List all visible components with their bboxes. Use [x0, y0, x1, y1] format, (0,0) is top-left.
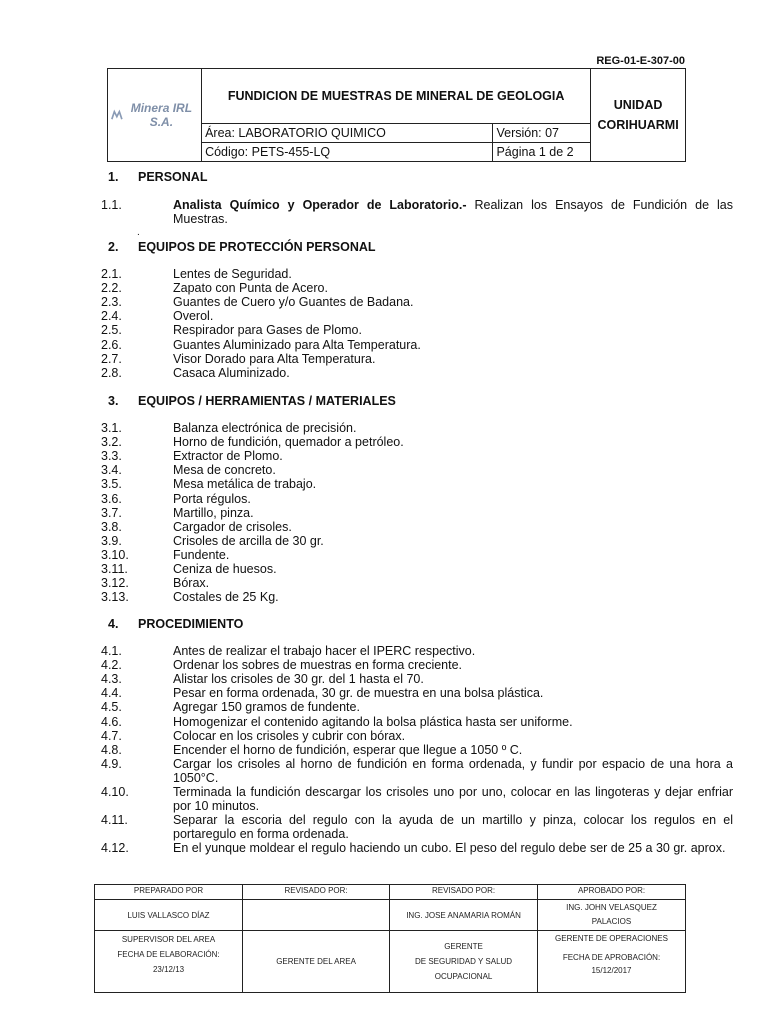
code-field: Código: PETS-455-LQ [202, 143, 493, 162]
list-item: 2.2. Zapato con Punta de Acero. [101, 281, 328, 296]
list-item: 3.11. Ceniza de huesos. [101, 562, 277, 576]
reviewed-name-2: ING. JOSE ANAMARIA ROMÁN [390, 900, 538, 931]
list-item: 4.11. Separar la escoria del regulo con la ayuda de un martillo y pinza, colocar los regulos en el portaregulo en forma ordenada. [101, 813, 733, 842]
header-table [107, 68, 686, 162]
list-item: 2.4. Overol. [101, 309, 214, 324]
logo-text: Minera IRL S.A. [130, 101, 193, 129]
list-item: 3.12. Bórax. [101, 576, 210, 591]
approved-role-cell: GERENTE DE OPERACIONES FECHA DE APROBACIÓN: 15/12/2017 [538, 931, 686, 993]
list-item: 3.7. Martillo, pinza. [101, 505, 254, 520]
list-item: 1.1. Analista Químico y Operador de Laboratorio.- Realizan los Ensayos de Fundición de las Muestras. [101, 198, 733, 227]
list-item: 4.10. Terminada la fundición descargar los crisoles uno por uno, colocar en las lingoteras y dejar enfriar por 10 minutos. [101, 785, 733, 814]
list-item: 4.4. Pesar en forma ordenada, 30 gr. de muestra en una bolsa plástica. [101, 686, 544, 701]
list-item: 3.3. Extractor de Plomo. [101, 449, 283, 464]
list-item: 4.6. Homogenizar el contenido agitando la bolsa plástica hasta ser uniforme. [101, 714, 573, 729]
list-item: 3.1. Balanza electrónica de precisión. [101, 421, 357, 435]
section-heading-personal: 1. PERSONAL [108, 170, 208, 184]
reviewed-role-1: GERENTE DEL AREA [243, 931, 390, 993]
page-field: Página 1 de 2 [493, 143, 591, 162]
list-item: 2.8. Casaca Aluminizado. [101, 365, 290, 380]
list-item: 4.7. Colocar en los crisoles y cubrir con bórax. [101, 728, 406, 743]
list-item: 4.1. Antes de realizar el trabajo hacer el IPERC respectivo. [101, 644, 476, 658]
list-item: 4.9. Cargar los crisoles al horno de fundición en forma ordenada, y fundir por espacio de una hora a 1050°C. [101, 756, 733, 785]
list-item: 3.9. Crisoles de arcilla de 30 gr. [101, 533, 324, 548]
list-item: 4.12. En el yunque moldear el regulo haciendo un cubo. El peso del regulo debe ser de 25 a 30 gr. aprox. [101, 841, 726, 856]
prepared-label: PREPARADO POR [95, 885, 243, 900]
logo-cell [108, 69, 202, 162]
section-heading-procedimiento: 4. PROCEDIMIENTO [108, 617, 244, 631]
list-item: 3.8. Cargador de crisoles. [101, 519, 292, 534]
list-item: 2.5. Respirador para Gases de Plomo. [101, 323, 362, 338]
prepared-role-cell: SUPERVISOR DEL AREA FECHA DE ELABORACIÓN: 23/12/13 [95, 931, 243, 993]
document-title: FUNDICION DE MUESTRAS DE MINERAL DE GEOLOGIA [202, 69, 591, 124]
stray-dot: . [137, 227, 140, 238]
company-logo [111, 101, 198, 129]
list-item: 2.3. Guantes de Cuero y/o Guantes de Badana. [101, 295, 414, 310]
unit-cell [591, 69, 686, 162]
prepared-name: LUIS VALLASCO DÍAZ [95, 900, 243, 931]
list-item: 2.7. Visor Dorado para Alta Temperatura. [101, 351, 376, 366]
approved-name: ING. JOHN VELASQUEZ PALACIOS [538, 900, 686, 931]
area-field: Área: LABORATORIO QUIMICO [202, 124, 493, 143]
list-item: 4.3. Alistar los crisoles de 30 gr. del 1 hasta el 70. [101, 672, 424, 687]
unit-label: UNIDAD [613, 98, 663, 112]
reviewed-name-1 [243, 900, 390, 931]
reviewed-label-1: REVISADO POR: [243, 885, 390, 900]
list-item: 3.5. Mesa metálica de trabajo. [101, 477, 317, 492]
approved-label: APROBADO POR: [538, 885, 686, 900]
list-item: 2.1. Lentes de Seguridad. [101, 267, 292, 281]
minera-logo-icon [111, 108, 123, 122]
list-item: 4.5. Agregar 150 gramos de fundente. [101, 700, 360, 715]
list-item: 3.6. Porta régulos. [101, 491, 251, 506]
list-item: 3.2. Horno de fundición, quemador a petróleo. [101, 435, 404, 450]
list-item: 3.10. Fundente. [101, 547, 230, 562]
reviewed-role-2: GERENTE DE SEGURIDAD Y SALUD OCUPACIONAL [390, 931, 538, 993]
section-heading-equipos: 3. EQUIPOS / HERRAMIENTAS / MATERIALES [108, 394, 396, 408]
section-heading-epp: 2. EQUIPOS DE PROTECCIÓN PERSONAL [108, 240, 376, 254]
unit-name: CORIHUARMI [597, 118, 679, 132]
list-item: 3.4. Mesa de concreto. [101, 463, 276, 478]
list-item: 2.6. Guantes Aluminizado para Alta Temperatura. [101, 337, 421, 352]
list-item: 4.2. Ordenar los sobres de muestras en forma creciente. [101, 658, 463, 673]
reviewed-label-2: REVISADO POR: [390, 885, 538, 900]
version-field: Versión: 07 [493, 124, 591, 143]
list-item: 4.8. Encender el horno de fundición, esperar que llegue a 1050 º C. [101, 742, 523, 757]
approval-table [94, 884, 686, 993]
list-item: 3.13. Costales de 25 Kg. [101, 590, 279, 605]
document-code: REG-01-E-307-00 [596, 55, 685, 67]
